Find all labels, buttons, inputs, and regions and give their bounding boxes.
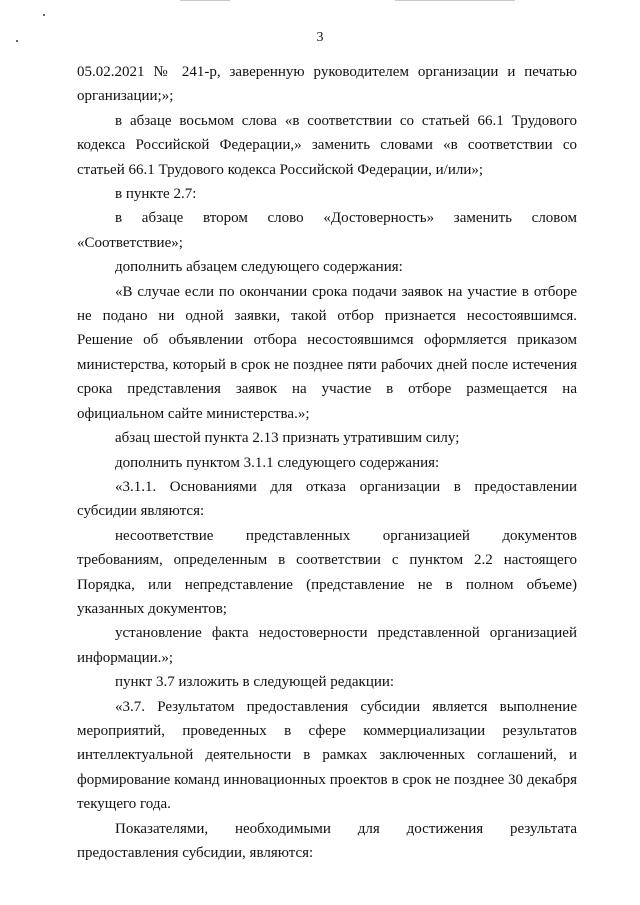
paragraph: «3.1.1. Основаниями для отказа организации в предоставлении субсидии являются: <box>77 478 577 520</box>
paragraph: в пункте 2.7: <box>115 186 197 203</box>
paragraph: в абзаце восьмом слова «в соответствии со статьей 66.1 Трудового кодекса Российской Федерации,» заменить словами «в соответствии со статьей 66.1 Трудового кодекса Российской Федерации, и/или»; <box>77 112 577 178</box>
paragraph: пункт 3.7 изложить в следующей редакции: <box>115 674 395 691</box>
document-body <box>77 60 577 865</box>
page-number: 3 <box>316 30 324 45</box>
paragraph: дополнить абзацем следующего содержания: <box>115 259 403 276</box>
scan-edge-mark <box>180 0 230 1</box>
paragraph: Показателями, необходимыми для достижения результата предоставления субсидии, являются: <box>77 820 577 861</box>
paragraph: «В случае если по окончании срока подачи заявок на участие в отборе не подано ни одной заявки, такой отбор признается несостоявшимся. Решение об объявлении отбора несостоявшимся оформляется приказом министерства, который в срок не позднее пяти рабочих дней после истечения срока представления заявок на участие в отборе размещается на официальном сайте министерства.»; <box>77 283 577 422</box>
paragraph: 05.02.2021 № 241-р, заверенную руководителем организации и печатью организации;»; <box>77 64 577 105</box>
paragraph: «3.7. Результатом предоставления субсидии является выполнение мероприятий, проведенных в сфере коммерциализации результатов интеллектуальной деятельности в рамках заключенных соглашений, и формирование команд инновационных проектов в срок не позднее 30 декабря текущего года. <box>77 698 577 813</box>
paragraph: установление факта недостоверности представленной организацией информации.»; <box>77 625 577 666</box>
paragraph: абзац шестой пункта 2.13 признать утратившим силу; <box>115 430 460 447</box>
paragraph: в абзаце втором слово «Достоверность» заменить словом «Соответствие»; <box>77 210 577 251</box>
scan-speck <box>43 14 45 16</box>
scan-edge-mark <box>395 0 515 1</box>
paragraph: несоответствие представленных организацией документов требованиям, определенным в соответствии с пунктом 2.2 настоящего Порядка, или непредставление (представление не в полном объеме) указанных документов; <box>77 527 577 617</box>
paragraph: дополнить пунктом 3.1.1 следующего содержания: <box>115 454 440 471</box>
